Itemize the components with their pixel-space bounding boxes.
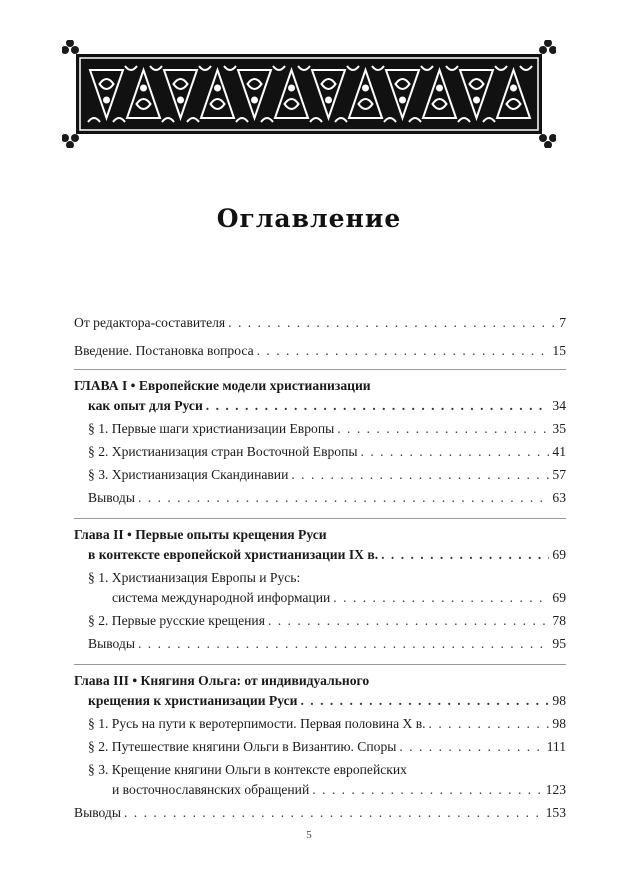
chapter-title-continued: крещения к христианизации Руси — [88, 693, 298, 708]
chapter-title: Глава II • Первые опыты крещения Руси — [74, 527, 327, 542]
dot-leader — [206, 396, 550, 416]
toc-section-entry[interactable] — [88, 465, 566, 485]
chapter-heading[interactable] — [74, 525, 566, 565]
toc-entry-label: § 2. Христианизация стран Восточной Европы — [88, 444, 358, 459]
toc-section-entry[interactable] — [88, 760, 566, 800]
toc-page-number: 98 — [552, 716, 566, 731]
dot-leader — [228, 313, 556, 333]
toc-entry-label-continued: и восточнославянских обращений — [112, 782, 310, 797]
header-ornament-icon — [62, 40, 556, 148]
toc-page-number: 15 — [552, 343, 566, 358]
toc-entry-label: Введение. Постановка вопроса — [74, 343, 254, 358]
toc-page-number: 34 — [552, 398, 566, 413]
chapter-heading[interactable] — [74, 376, 566, 416]
dot-leader — [138, 634, 549, 654]
chapter-title-continued: в контексте европейской христианизации IX в. — [88, 547, 379, 562]
toc-chapter-1 — [74, 369, 566, 508]
chapter-title-continued: как опыт для Руси — [88, 398, 203, 413]
page-number: 5 — [306, 829, 312, 841]
dot-leader — [138, 488, 549, 508]
toc-page-number: 78 — [552, 613, 566, 628]
toc-page-number: 63 — [552, 490, 566, 505]
toc-entry-label: § 1. Первые шаги христианизации Европы — [88, 421, 335, 436]
toc-entry-editor[interactable] — [74, 313, 566, 333]
toc-entry-label: Выводы — [88, 490, 135, 505]
chapter-title: Глава III • Княгиня Ольга: от индивидуального — [74, 673, 370, 688]
toc-section-entry[interactable] — [88, 611, 566, 631]
toc-conclusions-entry[interactable] — [74, 803, 566, 823]
toc-entry-label: От редактора-составителя — [74, 315, 226, 330]
toc-entry-label-continued: система международной информации — [112, 590, 331, 605]
toc-entry-introduction[interactable] — [74, 341, 566, 361]
toc-entry-label: § 3. Христианизация Скандинавии — [88, 467, 289, 482]
toc-entry-label: § 2. Путешествие княгини Ольги в Византию. Споры — [88, 739, 397, 754]
toc-section-entry[interactable] — [88, 568, 566, 608]
table-of-contents — [74, 313, 566, 823]
dot-leader — [429, 714, 550, 734]
dot-leader — [361, 442, 550, 462]
dot-leader — [381, 545, 549, 565]
toc-page-number: 111 — [546, 739, 566, 754]
toc-entry-label: § 2. Первые русские крещения — [88, 613, 265, 628]
toc-page-number: 123 — [545, 782, 566, 797]
dot-leader — [312, 780, 542, 800]
page-title: Оглавление — [216, 204, 402, 233]
toc-chapter-3 — [74, 664, 566, 800]
toc-page-number: 69 — [552, 547, 566, 562]
toc-page-number: 153 — [545, 805, 566, 820]
toc-entry-label: Выводы — [88, 636, 135, 651]
dot-leader — [337, 419, 549, 439]
dot-leader — [291, 465, 549, 485]
dot-leader — [124, 803, 543, 823]
toc-page-number: 57 — [552, 467, 566, 482]
toc-conclusions-entry[interactable] — [88, 634, 566, 654]
toc-page-number: 41 — [552, 444, 566, 459]
chapter-title: ГЛАВА I • Европейские модели христианизации — [74, 378, 371, 393]
toc-entry-label: § 3. Крещение княгини Ольги в контексте европейских — [88, 762, 407, 777]
toc-conclusions-entry[interactable] — [88, 488, 566, 508]
toc-section-entry[interactable] — [88, 737, 566, 757]
dot-leader — [333, 588, 549, 608]
toc-section-entry[interactable] — [88, 714, 566, 734]
toc-page-number: 69 — [552, 590, 566, 605]
toc-chapter-2 — [74, 518, 566, 654]
toc-entry-label: § 1. Христианизация Европы и Русь: — [88, 570, 301, 585]
toc-section-entry[interactable] — [88, 442, 566, 462]
chapter-heading[interactable] — [74, 671, 566, 711]
dot-leader — [399, 737, 543, 757]
toc-section-entry[interactable] — [88, 419, 566, 439]
toc-entry-label: Выводы — [74, 805, 121, 820]
toc-page-number: 7 — [559, 315, 566, 330]
dot-leader — [300, 691, 549, 711]
dot-leader — [257, 341, 550, 361]
toc-page-number: 35 — [552, 421, 566, 436]
toc-page-number: 95 — [552, 636, 566, 651]
toc-entry-label: § 1. Русь на пути к веротерпимости. Первая половина X в. — [88, 716, 426, 731]
toc-page-number: 98 — [552, 693, 566, 708]
dot-leader — [268, 611, 549, 631]
